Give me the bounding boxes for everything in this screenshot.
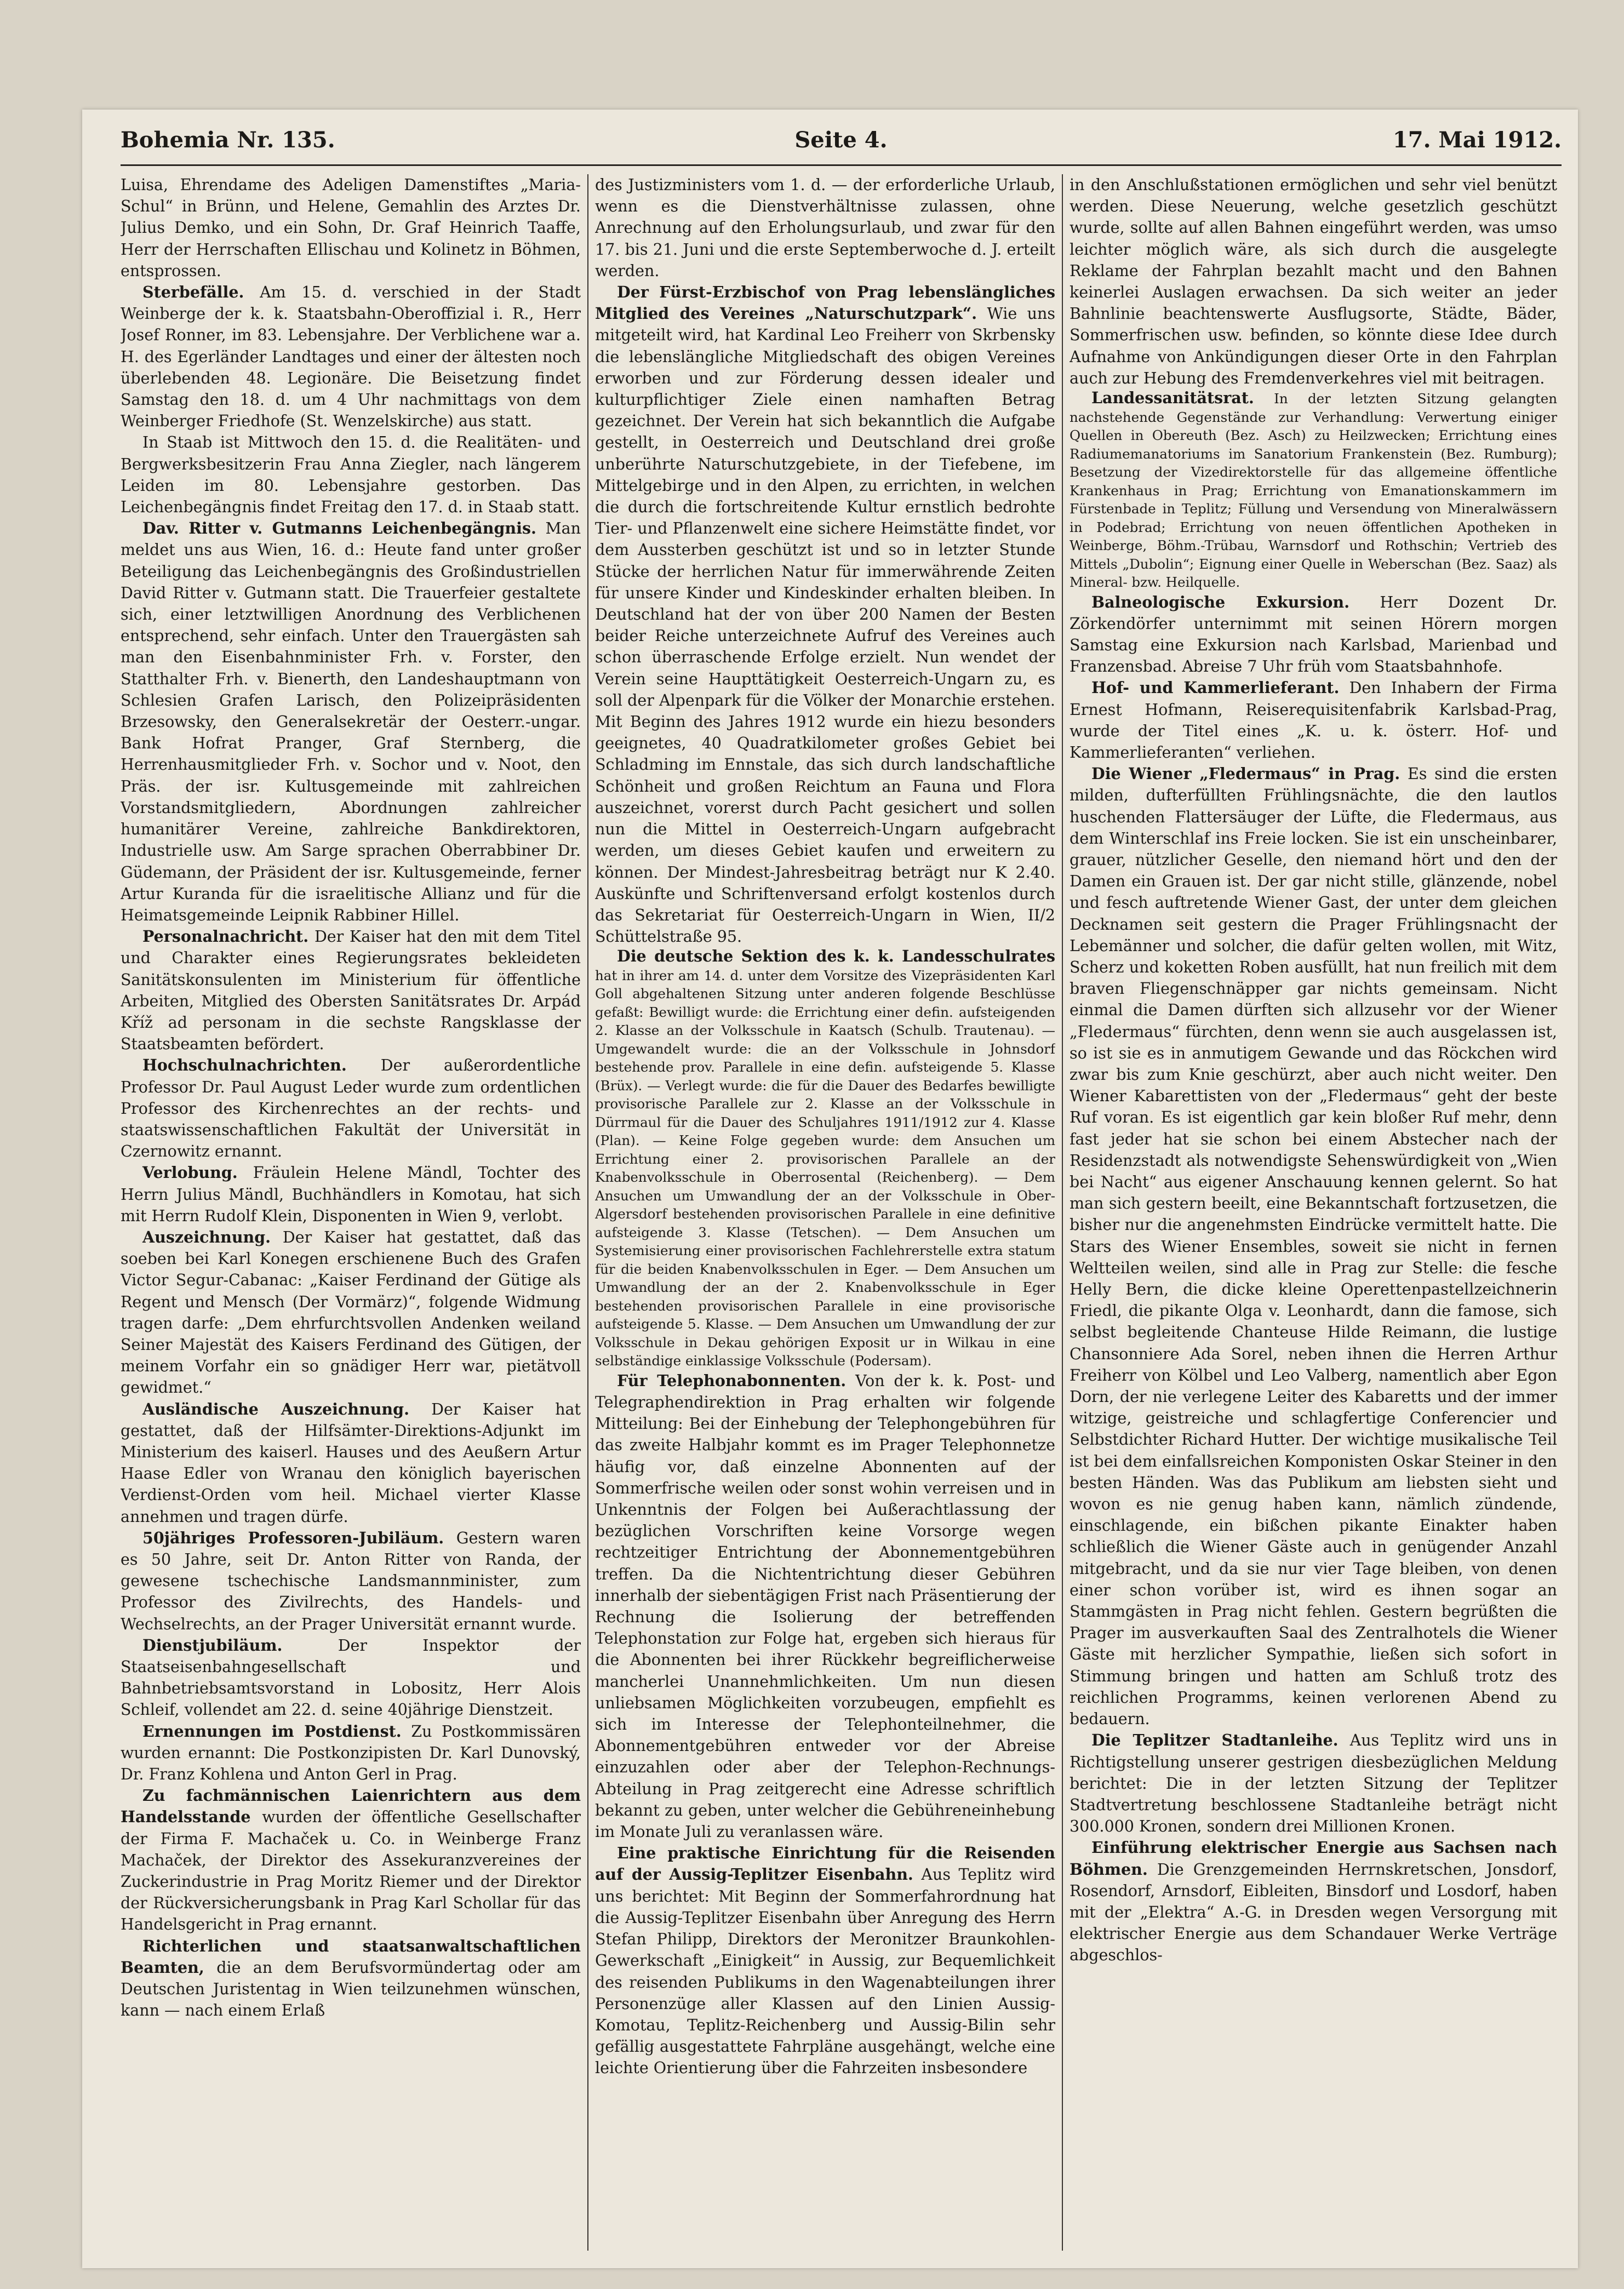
column-2: [595, 174, 1055, 2256]
article-paragraph: Dav. Ritter v. Gutmanns Leichenbegängnis. Man meldet uns aus Wien, 16. d.: Heute fand unter großer Beteiligung das Leichenbegängnis des Großindustriellen David Ritter v. Gutmann statt. Die Trauerfeier gestaltete sich, einer letztwilligen Anordnung des Verblichenen entsprechend, sehr einfach. Unter den Trauergästen sah man den Eisenbahnminister Frh. v. Forster, den Statthalter Frh. v. Bienerth, den Landeshauptmann von Schlesien Grafen Larisch, den Polizeipräsidenten Brzesowsky, den Generalsekretär der Oesterr.-ungar. Bank Hofrat Pranger, Graf Sternberg, die Herrenhausmitglieder Frh. v. Sochor und v. Noot, den Präs. der isr. Kultusgemeinde mit zahlreichen Vorstandsmitgliedern, Abordnungen zahlreicher humanitärer Vereine, zahlreiche Bankdirektoren, Industrielle usw. Am Sarge sprachen Oberrabbiner Dr. Güdemann, der Präsident der isr. Kultusgemeinde, ferner Artur Kuranda für die israelitische Allianz und für die Heimatsgemeinde Leipnik Rabbiner Hillel.: [121, 519, 581, 924]
header-issue: Bohemia Nr. 135.: [121, 127, 335, 153]
article-heading: Die deutsche Sektion des k. k. Landesschulrates: [617, 947, 1055, 966]
article-paragraph: Einführung elektrischer Energie aus Sachsen nach Böhmen. Die Grenzgemeinden Herrnskretschen, Jonsdorf, Rosendorf, Arnsdorf, Eibleiten, Binsdorf und Losdorf, haben mit der „Elektra“ A.-G. in Dresden wegen Versorgung mit elektrischer Energie aus dem Schandauer Werke Verträge abgeschlos-: [1070, 1838, 1557, 1965]
article-paragraph: In Staab ist Mittwoch den 15. d. die Realitäten- und Bergwerksbesitzerin Frau Anna Ziegler, nach längerem Leiden im 80. Lebensjahre gestorben. Das Leichenbegängnis findet Freitag den 17. d. in Staab statt.: [121, 433, 581, 517]
article-paragraph: Ernennungen im Postdienst. Zu Postkommissären wurden ernannt: Die Postkonzipisten Dr. Karl Dunovský, Dr. Franz Kohlena und Anton Gerl in Prag.: [121, 1721, 581, 1784]
article-heading: Eine praktische Einrichtung für die Reisenden auf der Aussig-Teplitzer Eisenbahn.: [595, 1844, 1055, 1884]
article-paragraph: Die deutsche Sektion des k. k. Landesschulrates hat in ihrer am 14. d. unter dem Vorsitze des Vizepräsidenten Karl Goll abgehaltenen Sitzung unter anderen folgende Beschlüsse gefaßt: Bewilligt wurde: die Errichtung einer defin. aufsteigenden 2. Klasse an der Volksschule in Kaatsch (Schulb. Trautenau). — Umgewandelt wurde: die an der Volksschule in Johnsdorf bestehende prov. Parallele in eine defin. aufsteigende 5. Klasse (Brüx). — Verlegt wurde: die für die Dauer des Bedarfes bewilligte provisorische Parallele zur 2. Klasse an der Volksschule in Dürrmaul für die Dauer des Schuljahres 1911/1912 zur 4. Klasse (Plan). — Keine Folge gegeben wurde: dem Ansuchen um Errichtung einer 2. provisorischen Parallele an der Knabenvolksschule in Oberrosental (Reichenberg). — Dem Ansuchen um Umwandlung der an der Volksschule in Ober-Algersdorf bestehenden provisorischen Parallele in eine definitive aufsteigende 3. Klasse (Tetschen). — Dem Ansuchen um Systemisierung einer provisorischen Fachlehrerstelle extra statum für die beiden Knabenvolksschulen in Eger. — Dem Ansuchen um Umwandlung der an der 2. Knabenvolksschule in Eger bestehenden provisorischen Parallele in eine provisorische aufsteigende 5. Klasse. — Dem Ansuchen um Umwandlung der zur Volksschule in Dekau gehörigen Exposit ur in Wilkau in eine selbständige einklassige Volksschule (Podersam).: [595, 947, 1055, 1369]
article-paragraph: Die Teplitzer Stadtanleihe. Aus Teplitz wird uns in Richtigstellung unserer gestrigen diesbezüglichen Meldung berichtet: Die in der letzten Sitzung der Teplitzer Stadtvertretung beschlossene Stadtanleihe beträgt nicht 300.000 Kronen, sondern drei Millionen Kronen.: [1070, 1731, 1557, 1836]
article-heading: Der Fürst-Erzbischof von Prag lebenslängliches Mitglied des Vereines „Naturschutzpark“.: [595, 283, 1055, 323]
article-paragraph: Personalnachricht. Der Kaiser hat den mit dem Titel und Charakter eines Regierungsrates bekleideten Sanitätskonsulenten im Ministerium für öffentliche Arbeiten, Mitglied des Obersten Sanitätsrates Dr. Arpád Kříž ad personam in die sechste Rangsklasse der Staatsbeamten befördert.: [121, 927, 581, 1054]
article-paragraph: Auszeichnung. Der Kaiser hat gestattet, daß das soeben bei Karl Konegen erschienene Buch des Grafen Victor Segur-Cabanac: „Kaiser Ferdinand der Gütige als Regent und Mensch (Der Vormärz)“, folgende Widmung tragen darfe: „Dem ehrfurchtsvollen Andenken weiland Seiner Majestät des Kaisers Ferdinand des Gütigen, der meinem Vorfahr ein so gnädiger Herr war, pietätvoll gewidmet.“: [121, 1227, 581, 1397]
article-paragraph: Zu fachmännischen Laienrichtern aus dem Handelsstande wurden der öffentliche Gesellschafter der Firma F. Machaček u. Co. in Weinberge Franz Machaček, der Direktor des Assekuranzvereines der Zuckerindustrie in Prag Moritz Riemer und der Direktor der Rückversicherungsbank in Prag Karl Schollar für das Handelsgericht in Prag ernannt.: [121, 1786, 581, 1934]
article-paragraph: 50jähriges Professoren-Jubiläum. Gestern waren es 50 Jahre, seit Dr. Anton Ritter von Randa, der gewesene tschechische Landsmannminister, zum Professor des Zivilrechts, des Handels- und Wechselrechts, an der Prager Universität ernannt wurde.: [121, 1528, 581, 1633]
header-date: 17. Mai 1912.: [1392, 127, 1562, 153]
header-page-number: Seite 4.: [794, 127, 888, 153]
article-paragraph: Landessanitätsrat. In der letzten Sitzung gelangten nachstehende Gegenstände zur Verhandlung: Verwertung einiger Quellen in Obereuth (Bez. Asch) zu Heilzwecken; Errichtung eines Radiumemanatoriums im Sanatorium Frankenstein (Bez. Rumburg); Besetzung der Vizedirektorstelle für das allgemeine öffentliche Krankenhaus in Prag; Errichtung von Emanationskammern im Fürstenbade in Teplitz; Füllung und Versendung von Mineralwässern in Podebrad; Errichtung von neuen öffentlichen Apotheken in Weinberge, Böhm.-Trübau, Warnsdorf und Rothschin; Vertrieb des Mittels „Dubolin“; Eignung einer Quelle in Weberschan (Bez. Saaz) als Mineral- bzw. Heilquelle.: [1070, 388, 1557, 591]
article-paragraph: Die Wiener „Fledermaus“ in Prag. Es sind die ersten milden, dufterfüllten Frühlingsnächte, die den lautlos huschenden Flattersäuger der Lüfte, die Fledermaus, aus dem Winterschlaf ins Freie locken. Sie ist ein unscheinbarer, grauer, nützlicher Geselle, den niemand hört und den der Damen ein Grauen ist. Der gar nicht stille, glänzende, nobel und fesch auftretende Wiener Gast, der unter dem gleichen Decknamen seit gestern die Prager Frühlingsnacht der Lebemänner und solcher, die dafür gelten wollen, mit Witz, Scherz und koketten Roben ausfüllt, hat nun freilich mit dem braven Fliegenschnäpper gar nichts gemeinsam. Nicht einmal die Damen dürften sich allzusehr vor der Wiener „Fledermaus“ fürchten, denn wenn sie auch ausgelassen ist, so ist sie es in anmutigem Gewande und das Röckchen wird zwar bis zum Knie geschürzt, aber auch nicht weiter. Den Wiener Kabarettisten von der „Fledermaus“ geht der beste Ruf voran. Es ist eigentlich gar kein bloßer Ruf mehr, denn fast jeder hat sie schon bei einem Abstecher nach der Residenzstadt als notwendigste Sehenswürdigkeit von „Wien bei Nacht“ aus eigener Anschauung kennen gelernt. So hat man sich gestern beeilt, eine Bekanntschaft fortzusetzen, die bisher nur die angenehmsten Eindrücke vermittelt hatte. Die Stars des Wiener Ensembles, soweit sie nicht in fernen Weltteilen weilen, sind alle in Prag zur Stelle: die fesche Helly Bern, die dicke kleine Operettenpastellzeichnerin Friedl, die pikante Olga v. Leonhardt, dann die famose, sich selbst begleitende Chanteuse Hilde Reimann, die lustige Chansonniere Ada Sorel, neben ihnen die Herren Arthur Freiherr von Kölbel und Leo Valberg, namentlich aber Egon Dorn, der nie verlegene Leiter des Kabaretts und der immer witzige, geistreiche und schlagfertige Conferencier und Selbstdichter Richard Hutter. Der wichtige musikalische Teil ist bei dem einfallsreichen Komponisten Oskar Steiner in den besten Händen. Was das Publikum am liebsten sieht und wovon es nie genug haben kann, nämlich zündende, einschlagende, ein bißchen pikante Einakter haben schließlich die Wiener Gäste auch in genügender Anzahl mitgebracht, und da sie nur vier Tage bleiben, von denen einer schon vorüber ist, wird es ihnen sogar an Stammgästen in Prag nicht fehlen. Gestern begrüßten die Prager im ausverkauften Saal des Zentralhotels die Wiener Gäste mit herzlicher Sympathie, ließen sich sofort in Stimmung bringen und hatten am Schluß trotz des reichlichen Programms, keinen verlorenen Abend zu bedauern.: [1070, 764, 1557, 1729]
article-paragraph: Verlobung. Fräulein Helene Mändl, Tochter des Herrn Julius Mändl, Buchhändlers in Komotau, hat sich mit Herrn Rudolf Klein, Disponenten in Wien 9, verlobt.: [121, 1163, 581, 1225]
article-heading: Ernennungen im Postdienst.: [142, 1721, 402, 1741]
article-paragraph: Richterlichen und staatsanwaltschaftlichen Beamten, die an dem Berufsvormündertag oder am Deutschen Juristentag in Wien teilzunehmen wünschen, kann — nach einem Erlaß: [121, 1936, 581, 2020]
column-divider: [1062, 174, 1063, 2251]
article-heading: Balneologische Exkursion.: [1091, 592, 1349, 611]
article-heading: Die Wiener „Fledermaus“ in Prag.: [1091, 764, 1400, 783]
article-heading: Personalnachricht.: [142, 927, 309, 946]
article-paragraph: Balneologische Exkursion. Herr Dozent Dr. Zörkendörfer unternimmt mit seinen Hörern morgen Samstag eine Exkursion nach Karlsbad, Marienbad und Franzensbad. Abreise 7 Uhr früh vom Staatsbahnhofe.: [1070, 592, 1557, 676]
article-paragraph: Der Fürst-Erzbischof von Prag lebenslängliches Mitglied des Vereines „Naturschutzpark“. Wie uns mitgeteilt wird, hat Kardinal Leo Freiherr von Skrbensky die lebenslängliche Mitgliedschaft des obigen Vereines erworben und zur Förderung dessen idealer und kulturpflichtiger Ziele einen namhaften Betrag gezeichnet. Der Verein hat sich bekanntlich die Aufgabe gestellt, in Oesterreich und Deutschland drei große unberührte Naturschutzgebiete, in der Tiefebene, im Mittelgebirge und in den Alpen, zu errichten, in welchen die durch die fortschreitende Kultur ernstlich bedrohte Tier- und Pflanzenwelt eine sichere Heimstätte findet, vor dem Aussterben geschützt ist und so in letzter Stunde Stücke der herrlichen Natur für immerwährende Zeiten für unsere Kinder und Kindeskinder erhalten bleiben. In Deutschland hat der von über 200 Namen der Besten beider Reiche unterzeichnete Aufruf des Vereines auch schon überraschende Erfolge erzielt. Nun wendet der Verein seine Haupttätigkeit Oesterreich-Ungarn zu, es soll der Alpenpark für die Völker der Monarchie erstehen. Mit Beginn des Jahres 1912 wurde ein hiezu besonders geeignetes, 40 Quadratkilometer großes Gebiet bei Schladming im Ennstale, das sich durch landschaftliche Schönheit und großen Reichtum an Fauna und Flora auszeichnet, vorerst durch Pacht gesichert und sollen nun die Mittel in Oesterreich-Ungarn aufgebracht werden, um dieses Gebiet kaufen und erweitern zu können. Der Mindest-Jahresbeitrag beträgt nur K 2.40. Auskünfte und Schriftenversand erfolgt kostenlos durch das Sekretariat für Oesterreich-Ungarn in Wien, II/2 Schüttelstraße 95.: [595, 283, 1055, 946]
article-paragraph: Eine praktische Einrichtung für die Reisenden auf der Aussig-Teplitzer Eisenbahn. Aus Teplitz wird uns berichtet: Mit Beginn der Sommerfahrordnung hat die Aussig-Teplitzer Eisenbahn über Anregung des Herrn Stefan Philipp, Direktors der Meronitzer Braunkohlen-Gewerkschaft „Einigkeit“ in Aussig, zur Bequemlichkeit des reisenden Publikums in den Wagenabteilungen ihrer Personenzüge aller Klassen auf den Linien Aussig-Komotau, Teplitz-Reichenberg und Aussig-Bilin sehr gefällig ausgestattete Fahrpläne ausgehängt, welche eine leichte Orientierung über die Fahrzeiten insbesondere: [595, 1844, 1055, 2078]
article-heading: 50jähriges Professoren-Jubiläum.: [142, 1528, 444, 1547]
column-3: [1070, 174, 1557, 2256]
article-paragraph: Für Telephonabonnenten. Von der k. k. Post- und Telegraphendirektion in Prag erhalten wir folgende Mitteilung: Bei der Einhebung der Telephongebühren für das zweite Halbjahr kommt es im Prager Telephonnetze häufig vor, daß einzelne Abonnenten auf der Sommerfrische weilen oder sonst wohin verreisen und in Unkenntnis der Folgen bei Außerachtlassung der bezüglichen Vorschriften keine Vorsorge wegen rechtzeitiger Entrichtung der Abonnementgebühren treffen. Da die Nichtentrichtung dieser Gebühren innerhalb der siebentägigen Frist nach Präsentierung der Rechnung die Isolierung der betreffenden Telephonstation zur Folge hat, ergeben sich hieraus für die Abonnenten bei ihrer Rückkehr begreiflicherweise mancherlei Unannehmlichkeiten. Um nun diesen unliebsamen Möglichkeiten vorzubeugen, empfiehlt es sich im Interesse der Telephonteilnehmer, die Abonnementgebühren entweder vor der Abreise einzuzahlen oder aber der Telephon-Rechnungs-Abteilung in Prag zeitgerecht eine Adresse schriftlich bekannt zu geben, unter welcher die Gebühreneinhebung im Monate Juli zu veranlassen wäre.: [595, 1371, 1055, 1841]
article-paragraph: in den Anschlußstationen ermöglichen und sehr viel benützt werden. Diese Neuerung, welche gesetzlich geschützt wurde, sollte auf allen Bahnen eingeführt werden, was umso leichter möglich wäre, als sich durch die ausgelegte Reklame der Fahrplan bezahlt macht und den Bahnen keinerlei Auslagen erwachsen. Da sich weiter an jeder Bahnlinie beachtenswerte Ausflugsorte, Städte, Bäder, Sommerfrischen usw. befinden, so könnte diese Idee durch Aufnahme von Ankündigungen dieser Orte in den Fahrplan auch zur Hebung des Fremdenverkehres viel mit beitragen.: [1070, 176, 1557, 387]
article-heading: Verlobung.: [142, 1163, 238, 1182]
article-heading: Zu fachmännischen Laienrichtern aus dem Handelsstande: [121, 1786, 581, 1827]
article-paragraph: Dienstjubiläum. Der Inspektor der Staatseisenbahngesellschaft und Bahnbetriebsamtsvorstand in Lobositz, Herr Alois Schleif, vollendet am 22. d. seine 40jährige Dienstzeit.: [121, 1635, 581, 1719]
article-paragraph: Sterbefälle. Am 15. d. verschied in der Stadt Weinberge der k. k. Staatsbahn-Oberoffizial i. R., Herr Josef Ronner, im 83. Lebensjahre. Der Verblichene war a. H. des Egerländer Landtages und einer der ältesten noch überlebenden 48. Legionäre. Die Beisetzung findet Samstag den 18. d. um 4 Uhr nachmittags von dem Weinberger Friedhofe (St. Wenzelskirche) aus statt.: [121, 283, 581, 431]
article-heading: Für Telephonabonnenten.: [617, 1371, 847, 1390]
article-paragraph: Luisa, Ehrendame des Adeligen Damenstiftes „Maria-Schul“ in Brünn, und Helene, Gemahlin des Arztes Dr. Julius Demko, und ein Sohn, Dr. Graf Heinrich Taaffe, Herr der Herrschaften Ellischau und Kolinetz in Böhmen, entsprossen.: [121, 176, 581, 280]
running-header: [121, 127, 1562, 160]
header-rule: [121, 164, 1562, 166]
article-heading: Dienstjubiläum.: [142, 1635, 283, 1655]
article-heading: Hochschulnachrichten.: [142, 1056, 347, 1075]
article-heading: Landessanitätsrat.: [1091, 388, 1254, 408]
article-paragraph: Ausländische Auszeichnung. Der Kaiser hat gestattet, daß der Hilfsämter-Direktions-Adjunkt im Ministerium des kaiserl. Hauses und des Aeußern Artur Haase Edler von Wranau den königlich bayerischen Verdienst-Orden vom heil. Michael vierter Klasse annehmen und tragen dürfe.: [121, 1399, 581, 1526]
article-paragraph: Hochschulnachrichten. Der außerordentliche Professor Dr. Paul August Leder wurde zum ordentlichen Professor des Kirchenrechtes an der rechts- und staatswissenschaftlichen Fakultät der Universität in Czernowitz ernannt.: [121, 1056, 581, 1161]
article-heading: Dav. Ritter v. Gutmanns Leichenbegängnis.: [142, 519, 536, 538]
article-heading: Ausländische Auszeichnung.: [142, 1399, 409, 1418]
article-heading: Richterlichen und staatsanwaltschaftlichen Beamten,: [121, 1936, 581, 1977]
article-heading: Auszeichnung.: [142, 1227, 271, 1246]
newspaper-page: [82, 110, 1578, 2268]
column-1: [121, 174, 581, 2256]
article-heading: Einführung elektrischer Energie aus Sachsen nach Böhmen.: [1070, 1838, 1557, 1879]
article-heading: Hof- und Kammerlieferant.: [1091, 678, 1340, 697]
article-paragraph: des Justizministers vom 1. d. — der erforderliche Urlaub, wenn es die Dienstverhältnisse zulassen, ohne Anrechnung auf den Erholungsurlaub, und zwar für den 17. bis 21. Juni und die erste Septemberwoche d. J. erteilt werden.: [595, 176, 1055, 280]
article-paragraph: Hof- und Kammerlieferant. Den Inhabern der Firma Ernest Hofmann, Reiserequisitenfabrik Karlsbad-Prag, wurde der Titel eines „K. u. k. österr. Hof- und Kammerlieferanten“ verliehen.: [1070, 678, 1557, 762]
column-divider: [587, 174, 588, 2251]
article-heading: Die Teplitzer Stadtanleihe.: [1091, 1731, 1339, 1750]
article-heading: Sterbefälle.: [142, 283, 244, 302]
